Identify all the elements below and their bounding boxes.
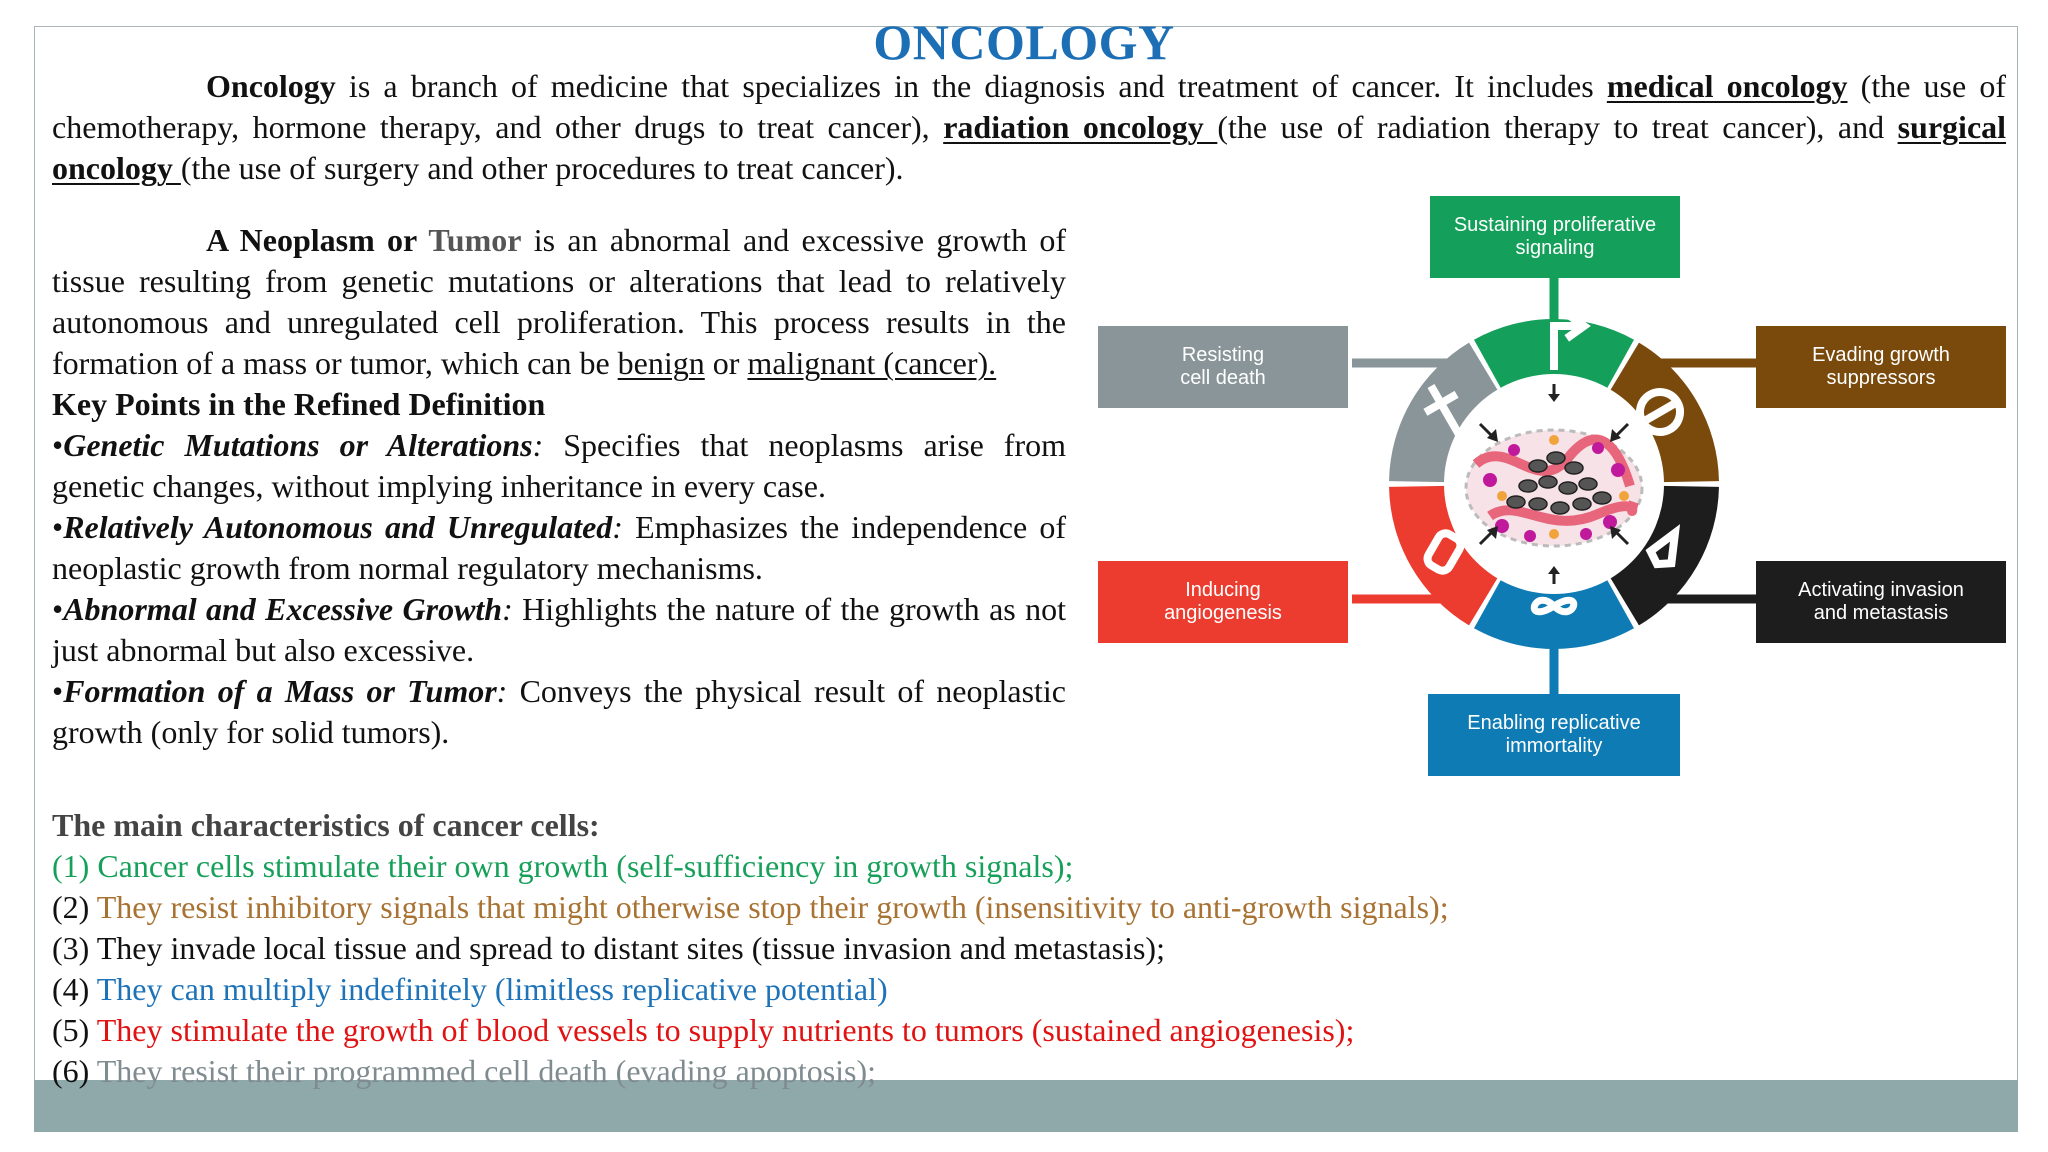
characteristic-text: They resist their programmed cell death (evading apoptosis); (96, 1053, 877, 1089)
hallmark-label-line1: Activating invasion (1798, 579, 1964, 601)
hallmark-box-invasion-metastasis (1756, 561, 2006, 643)
tumor-term: Tumor (428, 222, 522, 258)
medical-oncology-term: medical oncology (1606, 68, 1848, 104)
hallmark-label (1180, 344, 1266, 390)
hallmarks-wheel (1098, 196, 2006, 780)
key-point-text: Conveys the physical result of neoplastic growth (only for solid tumors). (52, 673, 1067, 750)
radiation-oncology-term: radiation oncology (943, 109, 1218, 145)
hallmark-label-line1: Enabling replicative (1467, 712, 1641, 734)
characteristic-number: (6) (52, 1053, 97, 1089)
characteristic-item (52, 846, 2006, 887)
hallmark-box-inducing-angiogenesis (1098, 561, 1348, 643)
neoplasm-term: A Neoplasm or (206, 222, 429, 258)
key-point: •Genetic Mutations or Alterations: Specifies that neoplasms arise from genetic changes, without implying inheritance in every case. (52, 427, 1067, 504)
key-point-colon: : (502, 591, 513, 627)
page-title: ONCOLOGY (873, 14, 1175, 70)
characteristic-item (52, 928, 2006, 969)
neoplasm-text: is an abnormal and excessive growth of tissue resulting from genetic mutations or alterations that lead to relatively autonomous and unregulated cell proliferation. This process results in the formation of a mass or tumor, which can be (52, 222, 1067, 381)
hallmarks-diagram (1098, 196, 2006, 780)
hallmark-box-replicative-immortality (1428, 694, 1680, 776)
cancer-characteristics (52, 805, 2006, 1092)
hallmark-label (1467, 712, 1640, 758)
characteristic-item (52, 1010, 2006, 1051)
neoplasm-definition (52, 220, 1066, 753)
hallmark-label-line2: suppressors (1826, 367, 1936, 389)
benign-term: benign (617, 345, 705, 381)
key-point-title: Genetic Mutations or Alterations (63, 427, 533, 463)
malignant-term: malignant (cancer). (747, 345, 997, 381)
characteristic-number: (1) (52, 848, 98, 884)
key-point-colon: : (496, 673, 508, 709)
intro-text-4: (the use of surgery and other procedures to treat cancer). (180, 150, 904, 186)
hallmark-box-resisting-cell-death (1098, 326, 1348, 408)
hallmark-label (1164, 579, 1282, 625)
characteristic-number: (2) (52, 889, 97, 925)
key-point: •Formation of a Mass or Tumor: Conveys the physical result of neoplastic growth (only for solid tumors). (52, 673, 1067, 750)
hallmark-label-line2: and metastasis (1813, 602, 1949, 624)
neoplasm-paragraph (52, 220, 1066, 384)
hallmark-label (1454, 214, 1656, 260)
key-point-colon: : (532, 427, 544, 463)
hallmark-box-evading-growth-suppressors (1756, 326, 2006, 408)
characteristics-heading: The main characteristics of cancer cells: (52, 807, 600, 843)
characteristic-number: (5) (52, 1012, 97, 1048)
hallmark-label-line1: Sustaining proliferative (1453, 214, 1657, 236)
or-text: or (704, 345, 748, 381)
hallmark-label (1798, 579, 1964, 625)
key-points-heading: Key Points in the Refined Definition (52, 386, 546, 422)
key-point-text: Specifies that neoplasms arise from genetic changes, without implying inheritance in every case. (52, 427, 1067, 504)
intro-text-1: is a branch of medicine that specializes in the diagnosis and treatment of cancer. It includes (335, 68, 1607, 104)
characteristic-text: They resist inhibitory signals that might otherwise stop their growth (insensitivity to anti-growth signals); (96, 889, 1449, 925)
hallmark-box-proliferative-signaling (1430, 196, 1680, 278)
key-point-text: Highlights the nature of the growth as not just abnormal but also excessive. (52, 591, 1066, 668)
key-point-text: Emphasizes the independence of neoplastic growth from normal regulatory mechanisms. (52, 509, 1067, 586)
characteristic-text: They invade local tissue and spread to distant sites (tissue invasion and metastasis); (96, 930, 1165, 966)
characteristic-text: They can multiply indefinitely (limitless replicative potential) (96, 971, 888, 1007)
hallmark-label-line1: Evading growth (1812, 344, 1950, 366)
characteristic-item (52, 887, 2006, 928)
characteristic-text: They stimulate the growth of blood vessels to supply nutrients to tumors (sustained angiogenesis); (96, 1012, 1355, 1048)
characteristic-number: (4) (52, 971, 97, 1007)
hallmark-label-line2: cell death (1180, 367, 1266, 389)
key-point: •Abnormal and Excessive Growth: Highlights the nature of the growth as not just abnormal but also excessive. (52, 591, 1066, 668)
key-point: •Relatively Autonomous and Unregulated: Emphasizes the independence of neoplastic growth from normal regulatory mechanisms. (52, 509, 1067, 586)
intro-text-2: (the use of chemotherapy, hormone therapy, and other drugs to treat cancer), (52, 68, 2007, 145)
key-point-colon: : (612, 509, 623, 545)
hallmark-label-line2: angiogenesis (1164, 602, 1282, 624)
oncology-definition (52, 66, 2006, 189)
characteristic-text: Cancer cells stimulate their own growth (self-sufficiency in growth signals); (97, 848, 1074, 884)
key-point-title: Formation of a Mass or Tumor (63, 673, 497, 709)
characteristic-number: (3) (52, 930, 97, 966)
intro-text-3: (the use of radiation therapy to treat cancer), and (1217, 109, 1898, 145)
hallmark-label-line2: signaling (1515, 237, 1595, 259)
characteristic-item (52, 1051, 2006, 1092)
key-point-title: Abnormal and Excessive Growth (63, 591, 503, 627)
characteristic-item (52, 969, 2006, 1010)
surgical-oncology-term: surgical oncology (52, 109, 2007, 186)
hallmark-label-line2: immortality (1505, 735, 1603, 757)
hallmark-label (1812, 344, 1950, 390)
hallmark-label-line1: Resisting (1181, 344, 1265, 366)
oncology-term: Oncology (206, 68, 336, 104)
hallmark-label-line1: Inducing (1185, 579, 1261, 601)
key-point-title: Relatively Autonomous and Unregulated (63, 509, 613, 545)
